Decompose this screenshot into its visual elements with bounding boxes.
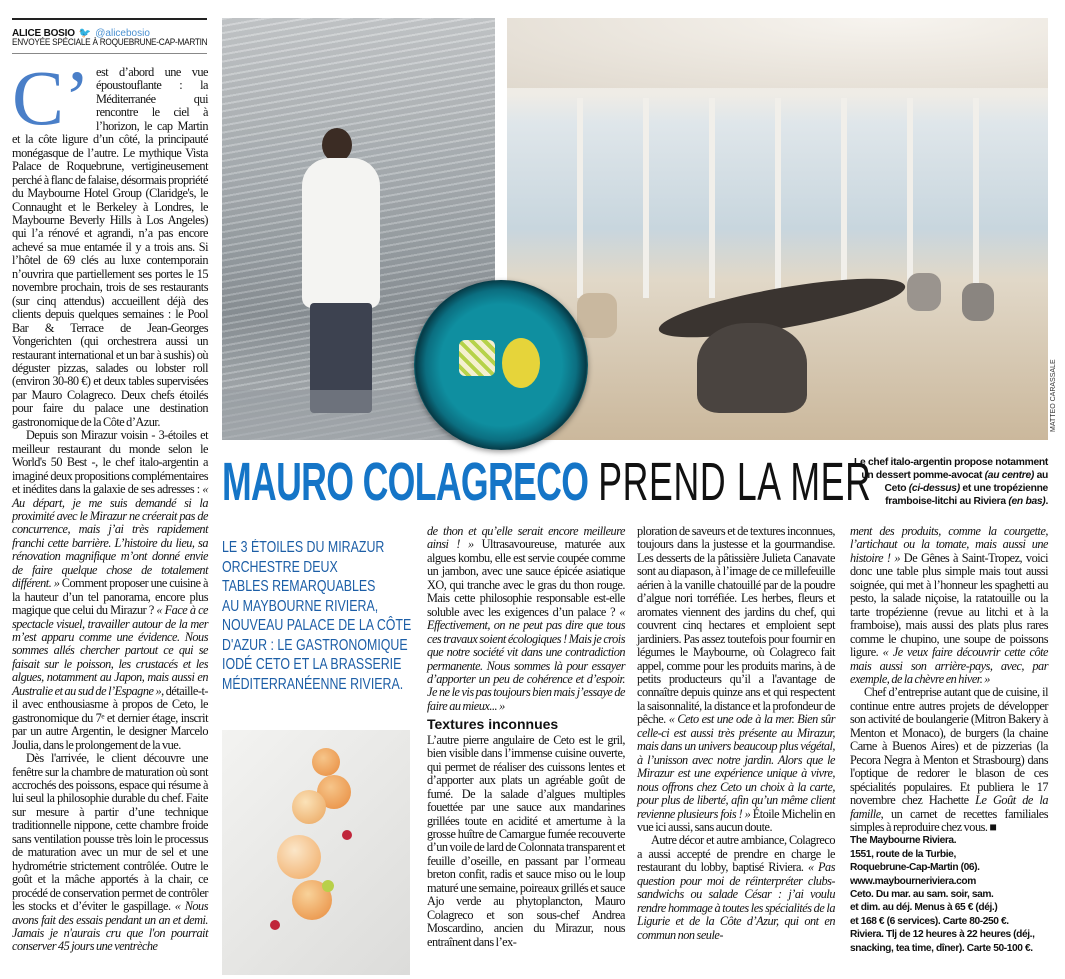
author-name: ALICE BOSIO (12, 28, 75, 39)
caption-text: (en bas) (1008, 496, 1046, 507)
caption-text: . (1045, 496, 1048, 507)
info-line: 1551, route de la Turbie, (850, 848, 956, 860)
italic-text: « Ceto est une ode à la mer. Bien sûr celle-ci est aussi très présente au Mirazur, mais dans un univers beaucoup plus végétal, à l’unisson avec notre jardin. Alors que le Mirazur est une expérience unique à vivre, nous offrons chez Ceto un choix à la carte, pour plus de liberté, afin qu’un même client revienne plusieurs fois ! » (637, 712, 835, 821)
photo-dessert-plate (414, 280, 588, 450)
chair (907, 273, 941, 311)
caption-text: (ci-dessus) (908, 483, 960, 494)
caption-text: au Ceto (884, 470, 1048, 494)
article-paragraph (637, 525, 835, 834)
byline-subtitle: ENVOYÉE SPÉCIALE À ROQUEBRUNE-CAP-MARTIN (12, 37, 208, 47)
info-line: Ceto. Du mar. au sam. soir, sam. (850, 889, 994, 901)
article-paragraph (637, 834, 835, 942)
italic-text: « Pas question pour moi de réinterpréter clubs-sandwichs ou salade César : j’ai voulu rendre hommage à toutes les spécialités de la Ligurie et de la Côte d’Azur, qui ont en commun non seule- (637, 860, 835, 942)
photo-caption (842, 456, 1048, 508)
body-text: Comment proposer une cuisine à la hauteur d’un tel panorama, encore plus magique que celui du Mirazur ? (12, 576, 209, 618)
chair (577, 293, 617, 338)
rock-table-base (697, 323, 807, 413)
body-text: De Gênes à Saint-Tropez, voici donc une table plus simple mais tout aussi soignée, qui met à l’honneur les spaghetti au pesto, la salade niçoise, la ratatouille ou la tarte tropézienne (revue au litchi et à la framboise), mais aussi des plats plus rares comme le chupino, une soupe de poissons ligure. (850, 550, 1049, 660)
twitter-icon: 🐦 (78, 28, 92, 39)
body-text: Autre décor et autre ambiance, Colagreco a aussi accepté de prendre en charge le restaurant du lobby, baptisé Riviera. (637, 833, 835, 875)
caption-text: (au centre) (984, 470, 1035, 481)
body-text: ploration de saveurs et de textures inconnues, toujours dans la justesse et la gourmandise. Les desserts de la pâtissière Julieta Canavate sont au diapason, à l’image de ce millefeuille aérien à la vanille chatouillé par de la poudre d’algue nori torréfiée. Les herbes, fleurs et aromates viennent des jardins du chef, qui couvrent cinq hectares et emploient sept jardiniers. Pas assez toutefois pour fournir en légumes le Maybourne, où Colagreco fait appel, comme pour les produits marins, à de petits producteurs qu’il a l'avantage de connaître depuis quinze ans et qui respectent la saisonnalité, la distance et la profondeur de pêche. (637, 524, 835, 727)
article-paragraph (12, 429, 208, 752)
practical-info (850, 834, 1048, 955)
info-line: et 168 € (6 services). Carte 80-250 €. (850, 915, 1009, 927)
subheading: Textures inconnues (427, 716, 559, 733)
body-text: Ultrasavoureuse, maturée aux algues kombu, elle est servie coupée comme un jambon, avec une sauce épicée asiatique XO, qui tranche avec le gras du thon rouge. Mais cette philosophie responsable est-elle soluble avec les exigences d’un palace ? (427, 537, 625, 619)
website-link[interactable]: www.maybourneriviera.com (850, 875, 976, 887)
article-paragraph (12, 752, 208, 954)
body-text: , détaille-t-il avec enthousiasme à propos de Ceto, le gastronomique du 7ᵉ et dernier étage, inscrit par un autre Argentin, le designer Marcelo Joulia, dans le prolongement de la vue. (12, 683, 209, 752)
italic-text: de thon et qu’elle serait encore meilleure ainsi ! » (427, 524, 625, 552)
article-column-1 (12, 54, 209, 954)
info-line: snacking, tea time, dîner). Carte 50-100 €. (850, 942, 1033, 954)
photo-tropezienne (222, 730, 410, 975)
author-handle[interactable]: @alicebosio (95, 28, 150, 39)
caption-text: Le chef italo-argentin propose notamment un dessert pomme-avocat (854, 457, 1048, 481)
photo-credit: MATTEO CARASSALE (1050, 359, 1057, 432)
body-text: Depuis son Mirazur voisin - 3-étoiles et meilleur restaurant du monde selon le World's 50 Best -, le chef italo-argentin a imaginé deux propositions complémentaires et inédites dans la galaxie de ses adresses : (12, 428, 208, 497)
article-column-5 (850, 525, 1048, 955)
chair (962, 283, 994, 321)
apple-cubes (459, 340, 495, 376)
italic-text: « Je veux faire découvrir cette côte mais aussi son arrière-pays, avec, par exemple, de la chèvre en hiver. » (850, 645, 1048, 686)
info-line: et dim. au déj. Menus à 65 € (déj.) (850, 902, 998, 914)
article-column-3 (427, 525, 625, 949)
italic-text: « Effectivement, on ne peut pas dire que tous ces travaux soient écologiques ! Mais je crois que notre société vit dans une contradiction permanente. Nous sommes là pour essayer d’apporter un peu de cohérence et d’espoir. Je ne le vis pas toujours bien mais j’essaye de faire au mieux... » (427, 604, 625, 713)
info-line: Riviera. Tlj de 12 heures à 22 heures (déj., (850, 929, 1035, 941)
drop-cap: C’ (12, 54, 90, 141)
article-paragraph (427, 734, 625, 949)
info-line: Roquebrune-Cap-Martin (06). (850, 862, 980, 874)
article-paragraph (427, 525, 625, 713)
chef-head (322, 128, 352, 162)
headline-part2: PREND LA MER (598, 452, 872, 512)
avocado-sorbet (502, 338, 540, 388)
article-paragraph (850, 525, 1048, 686)
info-line: The Maybourne Riviera. (850, 835, 957, 847)
body-text: L’autre pierre angulaire de Ceto est le gril, bien visible dans l’immense cuisine ouverte, qui permet de réaliser des cuissons lentes et d’apporter aux plats un agréable goût de fumé. De la salade d’algues multiples fouettée par une sauce aux mandarines grillées toute en acidité et amertume à la grosse huître de Camargue fumée recouverte d’un voile de lard de Colonnata transparent et feuille d’oseille, en passant par l’ormeau breton confit, radis et sauce miso ou le loup maturé une semaine, poireaux grillés et sauce Ajo verde au phytoplancton, Mauro Colagreco et son sous-chef Andrea Moscardino, ancien du Mirazur, nous entraînent dans l’ex- (427, 732, 625, 949)
headline (222, 452, 872, 512)
article-paragraph (850, 686, 1048, 834)
body-text: Dès l'arrivée, le client découvre une fenêtre sur la chambre de maturation où sont accrochés des poissons, espace qui résume à lui seul la philosophie durable du chef. Faite sur mesure à partir d’une technique traditionnelle nippone, cette chambre froide sans ventilation pousse très loin le processus de maturation avec un mur de sel et une hydrométrie strictement contrôlée. Outre le goût et la mâche apportés à la chair, ce procédé de conservation permet de contrôler les stocks et d’éviter le gaspillage. (12, 751, 208, 914)
italic-text: « Face à ce spectacle visuel, travailler autour de la mer m’est apparu comme une évidence. Nous sommes allés chercher partout ce qui se faisait sur le poisson, les crustacés et les algues, notamment au Japon, mais aussi en Australie et au sud de l’Espagne » (12, 603, 208, 698)
body-text: est d’abord une vue époustouflante : la Méditerranée qui rencontre le ciel à l’horizon, le cap Martin et la côte ligure d’un côté, la principauté monégasque de l’autre. Le mythique Vista Palace de Roquebrune, vertigineusement perché à flanc de falaise, désormais propriété du Maybourne Hotel Group (Claridge's, le Connaught et le Berkeley à Londres, le Maybourne Beverly Hills à Los Angeles) qui l’a rénové et agrandi, n’a pas encore achevé sa mue entamée il y a trois ans. Si l’hôtel de 69 clés au luxe contemporain n’ouvrira que partiellement ses portes le 15 novembre prochain, trois de ses restaurants (sur cinq attendus) accueillent déjà des clients depuis quelques semaines : le Pool Bar & Terrace de Jean-Georges Vongerichten (qui orchestrera aussi un restaurant international et un bar à sushis) où déguster pizzas, salades ou lobster roll (environ 30-80 €) et deux tables supervisées par Mauro Colagreco. Deux chefs étoilés pour faire du palace une destination gastronomique de la Côte d’Azur. (12, 65, 208, 429)
article-deck: LE 3 ÉTOILES DU MIRAZUR ORCHESTRE DEUX TABLES REMARQUABLES AU MAYBOURNE RIVIERA, NOUVEAU PALACE DE LA CÔTE D'AZUR : LE GASTRONOMIQUE IODÉ CETO ET LA BRASSERIE MÉDITERRANÉENNE RIVIERA. (222, 539, 412, 693)
article-column-4 (637, 525, 835, 942)
italic-text: ment des produits, comme la courgette, l’artichaut ou la tomate, mais aussi une histoire ! » (850, 524, 1048, 565)
body-text: Étoile Michelin en vue ici aussi, sans aucun doute. (637, 806, 836, 834)
photo-ceto-restaurant (507, 18, 1048, 440)
caption-text: et une tropézienne framboise-litchi au Riviera (885, 483, 1048, 507)
body-text: Chef d’entreprise autant que de cuisine, il continue entre autres projets de développer son activité de boulangerie (Mitron Bakery à Menton et Monaco), de burgers (la chaine Carne à Buenos Aires) et de pizzerias (la Pecora Negra à Menton et Strasbourg) dans l'optique de redorer le blason de ces spécialités populaires. Et publiera le 17 novembre chez Hachette (850, 685, 1048, 808)
headline-part1: MAURO COLAGRECO (222, 452, 589, 512)
chef-white-shirt (302, 158, 380, 308)
body-text: , un carnet de recettes familiales simples à reproduire chez vous. ■ (850, 806, 1048, 834)
italic-text: Le Goût de la famille (850, 793, 1048, 821)
byline-top-rule (12, 18, 207, 20)
italic-text: « Au départ, je me suis demandé si la proximité avec le Mirazur ne créerait pas de concurrence, mais j’ai très rapidement franchi cette barrière. L’histoire du lieu, sa rénovation magnifique m’ont donné envie de faire quelque chose de totalement différent. » (12, 482, 208, 591)
italic-text: « Nous avons fait des essais pendant un an et demi. Jamais je n'aurais cru que l'on pourrait conserver 45 jours une ventrèche (12, 899, 208, 954)
